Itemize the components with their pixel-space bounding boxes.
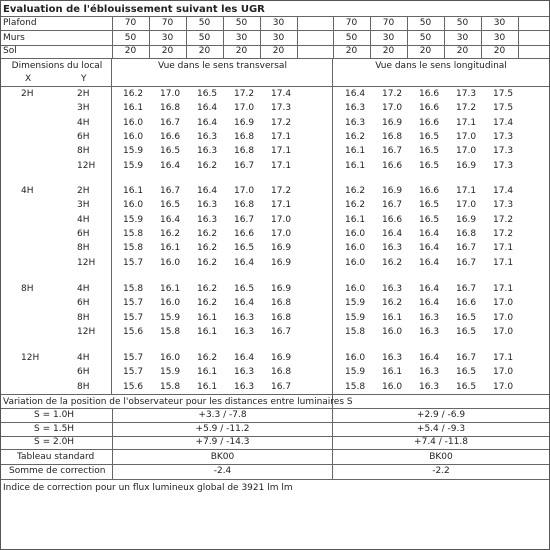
param-value: 20 xyxy=(198,46,211,56)
group-x-2h: 2H xyxy=(21,89,34,99)
longitudinal-value: 15.8 xyxy=(345,381,366,392)
transversal-value: 16.2 xyxy=(123,89,144,99)
longitudinal-value: 16.6 xyxy=(419,89,440,99)
param-value: 20 xyxy=(345,46,358,56)
transversal-value: 16.0 xyxy=(160,298,181,309)
transversal-value: 16.7 xyxy=(160,186,181,196)
transversal-value: 15.9 xyxy=(160,312,181,323)
longitudinal-value: 16.5 xyxy=(419,160,440,171)
longitudinal-value: 16.1 xyxy=(345,146,366,157)
transversal-value: 16.3 xyxy=(234,312,255,323)
param-value: 50 xyxy=(419,18,432,28)
standard-longitudinal: BK00 xyxy=(429,452,453,462)
transversal-value: 15.9 xyxy=(123,160,144,171)
longitudinal-value: 16.3 xyxy=(419,367,440,378)
row-y-label: 4H xyxy=(77,284,90,294)
transversal-value: 16.1 xyxy=(197,326,218,337)
longitudinal-value: 17.0 xyxy=(493,298,514,309)
transversal-value: 16.4 xyxy=(234,257,255,268)
longitudinal-value: 16.4 xyxy=(419,353,440,363)
transversal-value: 16.8 xyxy=(271,367,292,378)
transversal-value: 16.4 xyxy=(160,160,181,171)
param-value: 70 xyxy=(161,18,174,28)
correction-label: Somme de correction xyxy=(9,466,106,476)
param-column-divider xyxy=(481,16,482,58)
transversal-value: 16.8 xyxy=(271,312,292,323)
variation-longitudinal: +7.4 / -11.8 xyxy=(414,437,468,447)
param-column-divider xyxy=(223,16,224,58)
longitudinal-value: 17.2 xyxy=(456,103,477,114)
transversal-value: 15.7 xyxy=(123,312,144,323)
param-label-plafond: Plafond xyxy=(3,18,37,28)
longitudinal-value: 16.1 xyxy=(382,367,403,378)
longitudinal-value: 16.9 xyxy=(456,214,477,225)
longitudinal-value: 16.7 xyxy=(382,200,403,211)
standard-divider xyxy=(1,464,549,465)
longitudinal-value: 16.4 xyxy=(419,228,440,239)
longitudinal-value: 16.2 xyxy=(382,257,403,268)
longitudinal-value: 17.0 xyxy=(493,326,514,337)
longitudinal-value: 16.9 xyxy=(382,117,403,128)
param-value: 20 xyxy=(493,46,506,56)
param-value: 30 xyxy=(161,33,174,43)
variation-row-divider xyxy=(1,449,549,450)
param-column-divider xyxy=(333,16,334,58)
longitudinal-value: 17.1 xyxy=(456,117,477,128)
transversal-value: 15.8 xyxy=(160,326,181,337)
transversal-value: 16.4 xyxy=(197,186,218,196)
param-value: 50 xyxy=(198,18,211,28)
dims-x-label: X xyxy=(25,74,32,84)
param-row-divider xyxy=(1,30,549,31)
transversal-value: 17.0 xyxy=(160,89,181,99)
transversal-value: 17.1 xyxy=(271,146,292,157)
longitudinal-value: 16.7 xyxy=(456,284,477,294)
transversal-value: 16.1 xyxy=(123,186,144,196)
transversal-value: 15.8 xyxy=(123,228,144,239)
param-column-divider xyxy=(407,16,408,58)
group-x-8h: 8H xyxy=(21,284,34,294)
transversal-value: 16.2 xyxy=(197,298,218,309)
longitudinal-value: 16.5 xyxy=(419,146,440,157)
row-y-label: 2H xyxy=(77,89,90,99)
longitudinal-value: 17.0 xyxy=(382,103,403,114)
transversal-value: 16.5 xyxy=(234,284,255,294)
longitudinal-value: 16.0 xyxy=(345,284,366,294)
longitudinal-value: 16.4 xyxy=(419,243,440,254)
transversal-value: 16.6 xyxy=(160,131,181,142)
variation-transversal: +7.9 / -14.3 xyxy=(195,437,250,447)
longitudinal-value: 17.5 xyxy=(493,103,514,114)
transversal-value: 16.2 xyxy=(197,284,218,294)
row-y-label: 12H xyxy=(77,257,96,268)
transversal-value: 15.9 xyxy=(123,146,144,157)
transversal-value: 16.2 xyxy=(197,257,218,268)
transversal-value: 16.1 xyxy=(197,312,218,323)
longitudinal-value: 16.4 xyxy=(382,228,403,239)
param-row-divider xyxy=(1,58,549,59)
longitudinal-value: 16.4 xyxy=(345,89,366,99)
transversal-value: 16.8 xyxy=(234,131,255,142)
param-value: 20 xyxy=(161,46,174,56)
row-y-label: 6H xyxy=(77,298,90,309)
param-column-divider xyxy=(297,16,298,58)
row-y-label: 8H xyxy=(77,243,90,254)
longitudinal-value: 17.3 xyxy=(493,146,514,157)
longitudinal-value: 16.1 xyxy=(345,160,366,171)
variation-label: S = 1.0H xyxy=(34,410,75,420)
longitudinal-value: 16.0 xyxy=(345,243,366,254)
row-y-label: 8H xyxy=(77,381,90,392)
param-value: 50 xyxy=(124,33,137,43)
transversal-value: 16.1 xyxy=(197,367,218,378)
transversal-value: 16.5 xyxy=(160,200,181,211)
variation-row-divider xyxy=(1,422,549,423)
transversal-value: 15.8 xyxy=(123,243,144,254)
row-y-label: 6H xyxy=(77,131,90,142)
footer-note: Indice de correction pour un flux lumineux global de 3921 lm lm xyxy=(3,483,293,493)
param-column-divider xyxy=(186,16,187,58)
longitudinal-value: 17.5 xyxy=(493,89,514,99)
longitudinal-value: 17.3 xyxy=(493,160,514,171)
transversal-value: 16.3 xyxy=(234,367,255,378)
correction-longitudinal: -2.2 xyxy=(432,466,450,476)
variation-transversal: +3.3 / -7.8 xyxy=(198,410,247,420)
longitudinal-value: 16.2 xyxy=(345,131,366,142)
transversal-value: 16.1 xyxy=(123,103,144,114)
transversal-value: 16.7 xyxy=(271,381,292,392)
longitudinal-value: 16.9 xyxy=(382,186,403,196)
param-value: 30 xyxy=(456,33,469,43)
transversal-value: 16.1 xyxy=(197,381,218,392)
param-value: 30 xyxy=(493,33,506,43)
transversal-value: 16.9 xyxy=(271,243,292,254)
param-value: 50 xyxy=(345,33,358,43)
longitudinal-value: 16.3 xyxy=(419,381,440,392)
transversal-value: 16.6 xyxy=(234,228,255,239)
param-value: 20 xyxy=(235,46,248,56)
transversal-value: 16.8 xyxy=(160,103,181,114)
transversal-value: 16.0 xyxy=(123,131,144,142)
param-column-divider xyxy=(260,16,261,58)
transversal-value: 15.7 xyxy=(123,367,144,378)
longitudinal-value: 16.5 xyxy=(419,131,440,142)
longitudinal-value: 16.2 xyxy=(345,200,366,211)
variation-longitudinal: +5.4 / -9.3 xyxy=(416,424,466,434)
longitudinal-value: 16.9 xyxy=(456,160,477,171)
transversal-value: 16.8 xyxy=(271,298,292,309)
row-y-label: 3H xyxy=(77,200,90,211)
transversal-value: 17.0 xyxy=(271,214,292,225)
longitudinal-value: 17.1 xyxy=(456,186,477,196)
longitudinal-value: 17.0 xyxy=(456,131,477,142)
longitudinal-value: 16.6 xyxy=(419,186,440,196)
row-y-label: 4H xyxy=(77,117,90,128)
transversal-value: 17.0 xyxy=(234,186,255,196)
param-label-murs: Murs xyxy=(3,33,25,43)
longitudinal-value: 16.3 xyxy=(345,117,366,128)
param-value: 50 xyxy=(235,18,248,28)
transversal-value: 17.1 xyxy=(271,200,292,211)
param-column-divider xyxy=(518,16,519,58)
variation-header: Variation de la position de l'observateur pour les distances entre luminaires S xyxy=(3,397,353,407)
transversal-value: 15.8 xyxy=(160,381,181,392)
param-value: 20 xyxy=(382,46,395,56)
transversal-value: 15.6 xyxy=(123,326,144,337)
row-y-label: 12H xyxy=(77,160,96,171)
transversal-value: 16.0 xyxy=(123,117,144,128)
transversal-value: 17.2 xyxy=(271,117,292,128)
longitudinal-value: 16.4 xyxy=(419,257,440,268)
longitudinal-value: 16.0 xyxy=(345,353,366,363)
param-value: 70 xyxy=(124,18,137,28)
param-value: 20 xyxy=(419,46,432,56)
longitudinal-value: 17.3 xyxy=(493,200,514,211)
longitudinal-value: 16.3 xyxy=(345,103,366,114)
longitudinal-value: 16.0 xyxy=(382,381,403,392)
transversal-value: 16.4 xyxy=(234,298,255,309)
transversal-value: 15.6 xyxy=(123,381,144,392)
variation-header-divider xyxy=(1,408,549,409)
param-value: 50 xyxy=(419,33,432,43)
longitudinal-value: 17.4 xyxy=(493,117,514,128)
longitudinal-value: 16.6 xyxy=(419,103,440,114)
longitudinal-value: 17.0 xyxy=(493,381,514,392)
transversal-value: 16.2 xyxy=(160,228,181,239)
variation-top-divider xyxy=(1,394,549,395)
longitudinal-value: 15.9 xyxy=(345,298,366,309)
group-x-4h: 4H xyxy=(21,186,34,196)
param-value: 20 xyxy=(272,46,285,56)
param-value: 30 xyxy=(493,18,506,28)
longitudinal-value: 16.5 xyxy=(456,312,477,323)
transversal-value: 16.1 xyxy=(160,284,181,294)
view-transversal-header: Vue dans le sens transversal xyxy=(158,61,287,71)
transversal-value: 16.3 xyxy=(234,381,255,392)
transversal-value: 16.2 xyxy=(197,243,218,254)
transversal-value: 16.3 xyxy=(234,326,255,337)
transversal-value: 17.3 xyxy=(271,103,292,114)
transversal-value: 16.5 xyxy=(197,89,218,99)
longitudinal-value: 17.1 xyxy=(493,353,514,363)
param-value: 30 xyxy=(272,18,285,28)
table-title: Evaluation de l'éblouissement suivant les UGR xyxy=(3,4,265,15)
transversal-value: 17.1 xyxy=(271,131,292,142)
param-value: 20 xyxy=(456,46,469,56)
transversal-value: 17.2 xyxy=(234,89,255,99)
param-column-divider xyxy=(370,16,371,58)
param-value: 50 xyxy=(456,18,469,28)
longitudinal-value: 16.7 xyxy=(456,353,477,363)
transversal-value: 16.3 xyxy=(197,131,218,142)
longitudinal-value: 17.3 xyxy=(456,89,477,99)
longitudinal-value: 16.6 xyxy=(456,298,477,309)
transversal-value: 15.9 xyxy=(123,214,144,225)
longitudinal-value: 17.1 xyxy=(493,284,514,294)
transversal-value: 16.4 xyxy=(197,117,218,128)
transversal-value: 15.7 xyxy=(123,257,144,268)
transversal-value: 16.3 xyxy=(197,214,218,225)
longitudinal-value: 16.3 xyxy=(419,326,440,337)
row-y-label: 8H xyxy=(77,312,90,323)
longitudinal-value: 17.0 xyxy=(493,367,514,378)
standard-label: Tableau standard xyxy=(17,452,95,462)
param-value: 30 xyxy=(382,33,395,43)
transversal-value: 17.1 xyxy=(271,160,292,171)
transversal-value: 16.4 xyxy=(160,214,181,225)
longitudinal-value: 17.0 xyxy=(456,146,477,157)
row-y-label: 3H xyxy=(77,103,90,114)
row-y-label: 6H xyxy=(77,228,90,239)
transversal-value: 15.7 xyxy=(123,298,144,309)
longitudinal-value: 17.2 xyxy=(382,89,403,99)
param-value: 70 xyxy=(382,18,395,28)
dims-header: Dimensions du local xyxy=(11,61,103,71)
transversal-value: 16.4 xyxy=(234,353,255,363)
correction-divider xyxy=(1,479,549,480)
variation-label: S = 2.0H xyxy=(34,437,75,447)
transversal-value: 15.9 xyxy=(160,367,181,378)
transversal-value: 16.1 xyxy=(160,243,181,254)
param-value: 50 xyxy=(198,33,211,43)
longitudinal-value: 16.0 xyxy=(345,257,366,268)
row-y-label: 2H xyxy=(77,186,90,196)
transversal-value: 15.8 xyxy=(123,284,144,294)
longitudinal-value: 16.5 xyxy=(456,381,477,392)
param-label-sol: Sol xyxy=(3,46,17,56)
longitudinal-value: 16.6 xyxy=(382,160,403,171)
variation-longitudinal: +2.9 / -6.9 xyxy=(416,410,466,420)
transversal-value: 16.3 xyxy=(197,200,218,211)
longitudinal-value: 17.2 xyxy=(493,214,514,225)
longitudinal-value: 16.3 xyxy=(382,284,403,294)
transversal-value: 16.2 xyxy=(197,353,218,363)
row-y-label: 6H xyxy=(77,367,90,378)
param-value: 20 xyxy=(124,46,137,56)
row-y-label: 4H xyxy=(77,214,90,225)
transversal-value: 16.8 xyxy=(234,200,255,211)
transversal-value: 16.3 xyxy=(197,146,218,157)
longitudinal-value: 17.0 xyxy=(456,200,477,211)
transversal-value: 16.7 xyxy=(234,214,255,225)
transversal-value: 16.7 xyxy=(160,117,181,128)
longitudinal-value: 16.4 xyxy=(419,298,440,309)
dims-header-divider xyxy=(1,86,549,87)
transversal-value: 16.9 xyxy=(271,353,292,363)
view-longitudinal-header: Vue dans le sens longitudinal xyxy=(375,61,507,71)
transversal-value: 16.4 xyxy=(197,103,218,114)
longitudinal-value: 16.2 xyxy=(345,186,366,196)
longitudinal-value: 17.3 xyxy=(493,131,514,142)
row-y-label: 12H xyxy=(77,326,96,337)
longitudinal-value: 15.9 xyxy=(345,367,366,378)
longitudinal-value: 16.5 xyxy=(419,200,440,211)
param-value: 30 xyxy=(272,33,285,43)
param-value: 30 xyxy=(235,33,248,43)
longitudinal-value: 16.1 xyxy=(345,214,366,225)
param-column-divider xyxy=(149,16,150,58)
longitudinal-value: 16.3 xyxy=(382,353,403,363)
transversal-value: 16.2 xyxy=(197,228,218,239)
transversal-value: 16.9 xyxy=(234,117,255,128)
dims-column-divider xyxy=(111,58,112,394)
longitudinal-value: 16.7 xyxy=(382,146,403,157)
longitudinal-value: 17.0 xyxy=(493,312,514,323)
longitudinal-value: 16.5 xyxy=(456,367,477,378)
longitudinal-value: 16.2 xyxy=(382,298,403,309)
transversal-value: 16.0 xyxy=(160,257,181,268)
row-y-label: 4H xyxy=(77,353,90,363)
longitudinal-value: 16.5 xyxy=(419,214,440,225)
longitudinal-value: 17.1 xyxy=(493,257,514,268)
longitudinal-value: 17.2 xyxy=(493,228,514,239)
longitudinal-value: 16.3 xyxy=(419,312,440,323)
transversal-value: 16.0 xyxy=(123,200,144,211)
longitudinal-value: 15.9 xyxy=(345,312,366,323)
longitudinal-value: 17.4 xyxy=(493,186,514,196)
variation-label: S = 1.5H xyxy=(34,424,75,434)
transversal-value: 16.9 xyxy=(271,284,292,294)
variation-transversal: +5.9 / -11.2 xyxy=(195,424,250,434)
transversal-value: 16.5 xyxy=(234,243,255,254)
title-divider xyxy=(1,16,549,17)
longitudinal-value: 17.1 xyxy=(493,243,514,254)
transversal-value: 16.8 xyxy=(234,146,255,157)
transversal-value: 16.2 xyxy=(197,160,218,171)
longitudinal-value: 16.6 xyxy=(419,117,440,128)
longitudinal-value: 16.4 xyxy=(419,284,440,294)
transversal-value: 17.0 xyxy=(271,228,292,239)
group-x-12h: 12H xyxy=(21,353,40,363)
param-value: 70 xyxy=(345,18,358,28)
transversal-value: 16.5 xyxy=(160,146,181,157)
longitudinal-value: 16.0 xyxy=(345,228,366,239)
longitudinal-value: 15.8 xyxy=(345,326,366,337)
longitudinal-value: 16.7 xyxy=(456,243,477,254)
dims-y-label: Y xyxy=(81,74,87,84)
param-column-divider xyxy=(444,16,445,58)
correction-transversal: -2.4 xyxy=(213,466,232,476)
transversal-value: 16.7 xyxy=(271,326,292,337)
transversal-value: 15.7 xyxy=(123,353,144,363)
longitudinal-value: 16.1 xyxy=(382,312,403,323)
transversal-value: 16.9 xyxy=(271,257,292,268)
longitudinal-value: 16.6 xyxy=(382,214,403,225)
longitudinal-value: 16.3 xyxy=(382,243,403,254)
longitudinal-value: 16.8 xyxy=(382,131,403,142)
longitudinal-value: 16.5 xyxy=(456,326,477,337)
transversal-value: 17.0 xyxy=(234,103,255,114)
transversal-value: 16.0 xyxy=(160,353,181,363)
longitudinal-value: 16.8 xyxy=(456,228,477,239)
transversal-value: 16.7 xyxy=(234,160,255,171)
longitudinal-value: 16.7 xyxy=(456,257,477,268)
standard-transversal: BK00 xyxy=(210,452,235,462)
param-column-divider xyxy=(112,16,113,58)
transversal-value: 17.2 xyxy=(271,186,292,196)
transversal-value: 17.4 xyxy=(271,89,292,99)
longitudinal-value: 16.0 xyxy=(382,326,403,337)
row-y-label: 8H xyxy=(77,146,90,157)
